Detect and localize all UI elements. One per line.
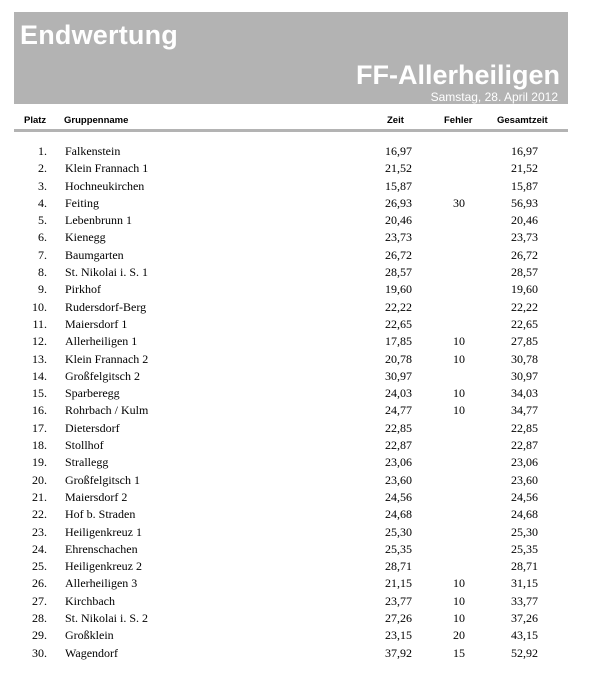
- time-cell: 24,68: [385, 507, 412, 522]
- total-time-cell: 25,35: [511, 541, 538, 556]
- table-row: [0, 610, 589, 627]
- total-time-cell: 34,03: [511, 386, 538, 401]
- table-row: [0, 333, 589, 350]
- time-cell: 16,97: [385, 144, 412, 158]
- total-time-cell: 30,78: [511, 351, 538, 366]
- column-header-zeit: Zeit: [387, 115, 404, 126]
- time-cell: 23,06: [385, 455, 412, 470]
- table-row: [0, 316, 589, 333]
- rank-cell: 18.: [32, 438, 47, 453]
- group-name-cell: Klein Frannach 1: [65, 161, 149, 176]
- group-name-cell: Stollhof: [65, 438, 104, 453]
- time-cell: 26,93: [385, 195, 412, 210]
- group-name-cell: Rohrbach / Kulm: [65, 403, 149, 418]
- page-title: Endwertung: [20, 20, 178, 50]
- total-time-cell: 30,97: [511, 368, 538, 383]
- total-time-cell: 37,26: [511, 611, 538, 626]
- group-name-cell: Rudersdorf-Berg: [65, 299, 147, 314]
- rank-cell: 6.: [38, 230, 47, 245]
- rank-cell: 22.: [32, 507, 47, 522]
- rank-cell: 11.: [32, 316, 47, 331]
- group-name-cell: Falkenstein: [65, 144, 121, 158]
- group-name-cell: Großfelgitsch 1: [65, 472, 140, 487]
- total-time-cell: 16,97: [511, 144, 538, 158]
- table-row: [0, 575, 589, 592]
- rank-cell: 8.: [38, 265, 47, 280]
- total-time-cell: 20,46: [511, 213, 538, 228]
- time-cell: 23,73: [385, 230, 412, 245]
- rank-cell: 20.: [32, 472, 47, 487]
- time-cell: 23,15: [385, 628, 412, 643]
- penalty-cell: 10: [453, 593, 465, 608]
- table-row: [0, 264, 589, 281]
- total-time-cell: 23,73: [511, 230, 538, 245]
- group-name-cell: Großklein: [65, 628, 114, 643]
- rank-cell: 7.: [38, 247, 47, 262]
- table-row: [0, 627, 589, 644]
- organization-name: FF-Allerheiligen: [355, 60, 560, 90]
- group-name-cell: Pirkhof: [65, 282, 101, 297]
- time-cell: 22,22: [385, 299, 412, 314]
- group-name-cell: Feiting: [65, 195, 100, 210]
- column-header-platz: Platz: [24, 115, 47, 126]
- table-row: [0, 489, 589, 506]
- table-row: [0, 541, 589, 558]
- header-divider: [14, 129, 568, 132]
- group-name-cell: Kirchbach: [65, 593, 115, 608]
- table-row: [0, 229, 589, 246]
- group-name-cell: Großfelgitsch 2: [65, 368, 140, 383]
- table-row: [0, 506, 589, 523]
- time-cell: 15,87: [385, 178, 412, 193]
- group-name-cell: Heiligenkreuz 1: [65, 524, 142, 539]
- total-time-cell: 22,85: [511, 420, 538, 435]
- time-cell: 23,77: [385, 593, 412, 608]
- table-row: [0, 160, 589, 177]
- rank-cell: 28.: [32, 611, 47, 626]
- time-cell: 22,87: [385, 438, 412, 453]
- column-header-gesamtzeit: Gesamtzeit: [497, 115, 548, 126]
- time-cell: 30,97: [385, 368, 412, 383]
- total-time-cell: 22,22: [511, 299, 538, 314]
- total-time-cell: 23,06: [511, 455, 538, 470]
- total-time-cell: 24,56: [511, 489, 538, 504]
- table-row: [0, 645, 589, 662]
- time-cell: 28,71: [385, 559, 412, 574]
- group-name-cell: Hochneukirchen: [65, 178, 145, 193]
- time-cell: 25,35: [385, 541, 412, 556]
- table-row: [0, 368, 589, 385]
- total-time-cell: 43,15: [511, 628, 538, 643]
- rank-cell: 5.: [38, 213, 47, 228]
- total-time-cell: 52,92: [511, 645, 538, 660]
- penalty-cell: 30: [453, 195, 465, 210]
- time-cell: 20,46: [385, 213, 412, 228]
- total-time-cell: 24,68: [511, 507, 538, 522]
- time-cell: 37,92: [385, 645, 412, 660]
- penalty-cell: 20: [453, 628, 465, 643]
- time-cell: 20,78: [385, 351, 412, 366]
- table-row: [0, 454, 589, 471]
- rank-cell: 3.: [38, 178, 47, 193]
- table-row: [0, 385, 589, 402]
- group-name-cell: St. Nikolai i. S. 1: [65, 265, 149, 280]
- time-cell: 26,72: [385, 247, 412, 262]
- column-header-fehler: Fehler: [444, 115, 473, 126]
- total-time-cell: 33,77: [511, 593, 538, 608]
- rank-cell: 17.: [32, 420, 47, 435]
- column-header-gruppenname: Gruppenname: [64, 115, 129, 126]
- table-row: [0, 299, 589, 316]
- total-time-cell: 28,71: [511, 559, 538, 574]
- rank-cell: 25.: [32, 559, 47, 574]
- rank-cell: 16.: [32, 403, 47, 418]
- table-row: [0, 351, 589, 368]
- time-cell: 25,30: [385, 524, 412, 539]
- group-name-cell: Maiersdorf 2: [65, 489, 128, 504]
- total-time-cell: 27,85: [511, 334, 538, 349]
- rank-cell: 30.: [32, 645, 47, 660]
- table-row: [0, 247, 589, 264]
- penalty-cell: 15: [453, 645, 465, 660]
- group-name-cell: Kienegg: [65, 230, 106, 245]
- penalty-cell: 10: [453, 386, 465, 401]
- time-cell: 21,15: [385, 576, 412, 591]
- total-time-cell: 56,93: [511, 195, 538, 210]
- rank-cell: 10.: [32, 299, 47, 314]
- total-time-cell: 15,87: [511, 178, 538, 193]
- total-time-cell: 25,30: [511, 524, 538, 539]
- group-name-cell: Klein Frannach 2: [65, 351, 149, 366]
- results-table: [0, 143, 589, 662]
- time-cell: 24,03: [385, 386, 412, 401]
- table-row: [0, 437, 589, 454]
- penalty-cell: 10: [453, 403, 465, 418]
- penalty-cell: 10: [453, 351, 465, 366]
- table-row: [0, 212, 589, 229]
- penalty-cell: 10: [453, 611, 465, 626]
- time-cell: 21,52: [385, 161, 412, 176]
- rank-cell: 23.: [32, 524, 47, 539]
- time-cell: 24,56: [385, 489, 412, 504]
- rank-cell: 9.: [38, 282, 47, 297]
- table-row: [0, 593, 589, 610]
- rank-cell: 1.: [38, 144, 47, 158]
- total-time-cell: 28,57: [511, 265, 538, 280]
- table-row: [0, 558, 589, 575]
- total-time-cell: 34,77: [511, 403, 538, 418]
- event-date: Samstag, 28. April 2012: [430, 90, 558, 104]
- penalty-cell: 10: [453, 576, 465, 591]
- table-row: [0, 524, 589, 541]
- time-cell: 19,60: [385, 282, 412, 297]
- rank-cell: 12.: [32, 334, 47, 349]
- group-name-cell: Lebenbrunn 1: [65, 213, 132, 228]
- rank-cell: 15.: [32, 386, 47, 401]
- group-name-cell: Sparberegg: [65, 386, 120, 401]
- total-time-cell: 19,60: [511, 282, 538, 297]
- group-name-cell: Heiligenkreuz 2: [65, 559, 142, 574]
- table-header: [14, 115, 568, 129]
- total-time-cell: 26,72: [511, 247, 538, 262]
- time-cell: 28,57: [385, 265, 412, 280]
- rank-cell: 4.: [38, 195, 47, 210]
- group-name-cell: Maiersdorf 1: [65, 316, 128, 331]
- group-name-cell: St. Nikolai i. S. 2: [65, 611, 149, 626]
- total-time-cell: 23,60: [511, 472, 538, 487]
- time-cell: 17,85: [385, 334, 412, 349]
- group-name-cell: Allerheiligen 1: [65, 334, 138, 349]
- rank-cell: 29.: [32, 628, 47, 643]
- total-time-cell: 22,65: [511, 316, 538, 331]
- group-name-cell: Wagendorf: [65, 645, 119, 660]
- group-name-cell: Allerheiligen 3: [65, 576, 138, 591]
- table-row: [0, 195, 589, 212]
- time-cell: 23,60: [385, 472, 412, 487]
- total-time-cell: 31,15: [511, 576, 538, 591]
- total-time-cell: 21,52: [511, 161, 538, 176]
- rank-cell: 21.: [32, 489, 47, 504]
- rank-cell: 2.: [38, 161, 47, 176]
- time-cell: 22,65: [385, 316, 412, 331]
- group-name-cell: Strallegg: [65, 455, 109, 470]
- table-row: [0, 402, 589, 419]
- rank-cell: 14.: [32, 368, 47, 383]
- rank-cell: 27.: [32, 593, 47, 608]
- time-cell: 24,77: [385, 403, 412, 418]
- table-row: [0, 143, 589, 160]
- penalty-cell: 10: [453, 334, 465, 349]
- group-name-cell: Baumgarten: [65, 247, 124, 262]
- total-time-cell: 22,87: [511, 438, 538, 453]
- rank-cell: 19.: [32, 455, 47, 470]
- rank-cell: 24.: [32, 541, 47, 556]
- table-row: [0, 281, 589, 298]
- table-row: [0, 420, 589, 437]
- group-name-cell: Ehrenschachen: [65, 541, 138, 556]
- header-banner: [14, 12, 568, 104]
- group-name-cell: Hof b. Straden: [65, 507, 136, 522]
- table-row: [0, 178, 589, 195]
- time-cell: 22,85: [385, 420, 412, 435]
- table-row: [0, 472, 589, 489]
- rank-cell: 26.: [32, 576, 47, 591]
- group-name-cell: Dietersdorf: [65, 420, 120, 435]
- rank-cell: 13.: [32, 351, 47, 366]
- time-cell: 27,26: [385, 611, 412, 626]
